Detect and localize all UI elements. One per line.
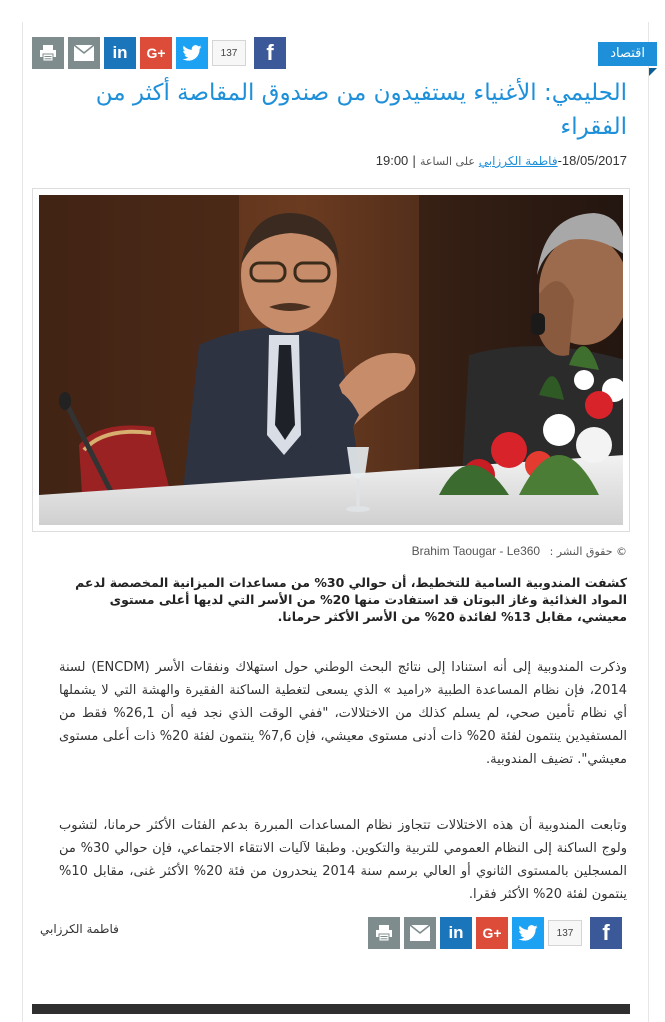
article-title: الحليمي: الأغنياء يستفيدون من صندوق المقاصة أكثر من الفقراء <box>95 80 627 140</box>
print-button[interactable] <box>32 37 64 69</box>
photo-credit <box>412 544 627 558</box>
facebook-button[interactable] <box>590 917 622 949</box>
email-icon <box>410 925 430 941</box>
email-button[interactable] <box>68 37 100 69</box>
facebook-button[interactable] <box>254 37 286 69</box>
linkedin-button[interactable] <box>440 917 472 949</box>
category-tag[interactable]: اقتصاد <box>598 42 657 66</box>
time-separator: | <box>412 154 417 168</box>
article-paragraph-1: وذكرت المندوبية إلى أنه استنادا إلى نتائج البحث الوطني حول استهلاك ونفقات الأسر (ENCDM) لسنة 2014، فإن نظام المساعدة الطبية «راميد » الذي يسعى لتغطية الساكنة الفقيرة والهشة التي لا يشملها أي نظام تأمين صحي، لم يسلم كذلك من الاختلالات، "ففي الوقت الذي نجد فيه أن 26,1% فقط من المستفيدين ينتمون لفئة 20% ذات أدنى مستوى معيشي، فإن 7,6% ينتمون لفئة 20% ذات أعلى مستوى معيشي". تضيف المندوبية. <box>59 660 628 767</box>
email-button[interactable] <box>404 917 436 949</box>
facebook-icon: f <box>602 920 610 945</box>
author-signature: فاطمة الكرزابي <box>40 922 119 936</box>
google-plus-icon: G+ <box>146 45 166 61</box>
article-time: 19:00 <box>375 153 409 168</box>
google-plus-button[interactable] <box>476 917 508 949</box>
facebook-icon: f <box>266 40 274 65</box>
google-plus-button[interactable] <box>140 37 172 69</box>
photo-credit-label: © حقوق النشر : <box>549 545 627 558</box>
share-bar-bottom <box>368 916 622 950</box>
print-icon <box>39 44 57 62</box>
article-date: 18/05/2017 <box>561 153 627 168</box>
article-photo <box>39 195 623 525</box>
linkedin-button[interactable] <box>104 37 136 69</box>
time-label: على الساعة <box>420 155 475 168</box>
article-meta <box>376 153 627 168</box>
meta-separator: - <box>557 154 562 168</box>
linkedin-icon: in <box>448 923 464 942</box>
article-photo-frame <box>32 188 630 532</box>
photo-credit-source: Brahim Taougar - Le360 <box>411 544 541 558</box>
share-count: 137 <box>212 40 246 66</box>
category-tag-fold <box>649 68 657 76</box>
print-button[interactable] <box>368 917 400 949</box>
print-icon <box>375 924 393 942</box>
google-plus-icon: G+ <box>482 925 502 941</box>
article-paragraph-2: وتابعت المندوبية أن هذه الاختلالات تتجاوز نظام المساعدات المبررة بدعم الفئات الأكثر حرمانا، لتشوب ولوج الساكنة إلى النظام العمومي للتربية والتكوين. وطبقا لآليات الانتقاء الاجتماعي، فإن حوالي 30% من المسجلين بالمستوى الثانوي أو العالي برسم سنة 2014 ينحدرون من فئة 20% الأكثر غنى، مقابل 10% ينتمون لفئة 20% الأكثر فقرا. <box>59 818 627 902</box>
twitter-icon <box>518 925 538 941</box>
author-link[interactable]: فاطمة الكرزابي <box>478 154 558 168</box>
share-count: 137 <box>548 920 582 946</box>
footer-bar <box>32 1004 630 1014</box>
twitter-button[interactable] <box>176 37 208 69</box>
share-bar-top <box>32 36 286 70</box>
email-icon <box>74 45 94 61</box>
twitter-button[interactable] <box>512 917 544 949</box>
article-lead: كشفت المندوبية السامية للتخطيط، أن حوالي 30% من مساعدات الميزانية المخصصة لدعم المواد الغذائية وغاز البوتان قد استفادت منها 20% من الأسر التي لديها أعلى مستوى معيشي، مقابل 13% لفائدة 20% من الأسر الأكثر حرمانا. <box>75 575 627 624</box>
linkedin-icon: in <box>112 43 128 62</box>
twitter-icon <box>182 45 202 61</box>
